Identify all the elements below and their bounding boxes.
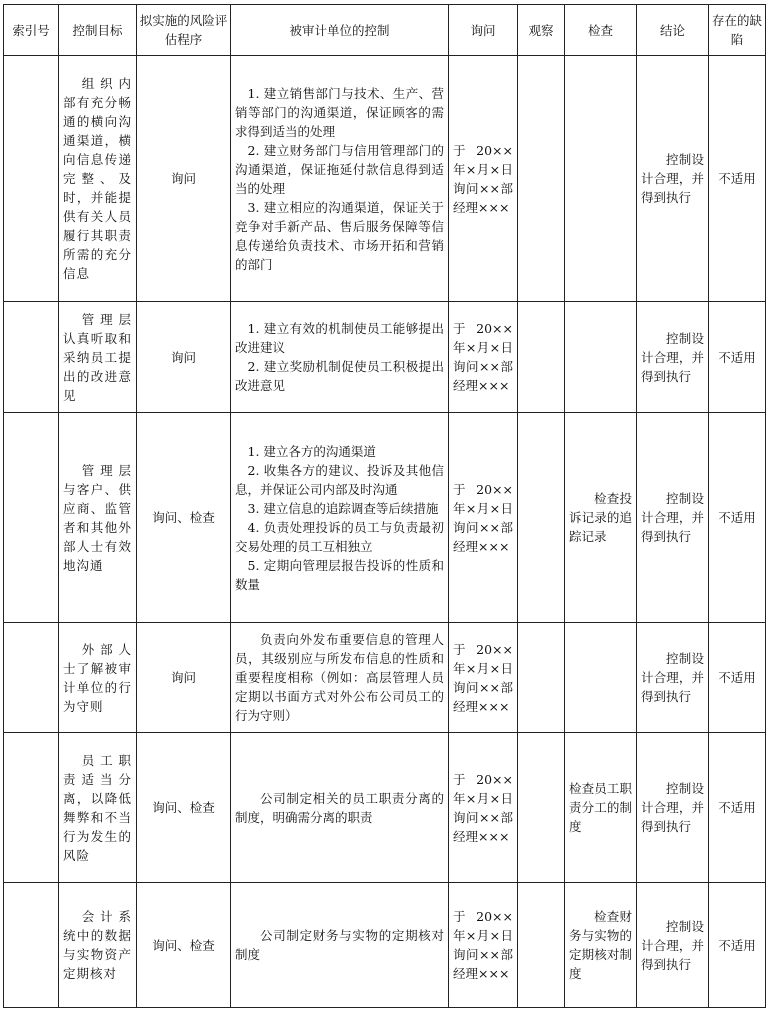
- table-row: [4, 623, 766, 733]
- goal-cell: 外部人士了解被审计单位的行为守则: [59, 623, 137, 733]
- control-item: 3. 建立相应的沟通渠道，保证关于竞争对手新产品、售后服务保障等信息传递给负责技术、市场开拓和营销的部门: [235, 199, 444, 272]
- conclusion-cell: 控制设计合理，并得到执行: [637, 733, 709, 883]
- conclusion-cell: 控制设计合理，并得到执行: [637, 56, 709, 302]
- inquiry-cell: 于20××年×月×日询问××部经理×××: [449, 56, 518, 302]
- control-item: 2. 建立财务部门与信用管理部门的沟通渠道，保证拖延付款信息得到适当的处理: [235, 142, 444, 196]
- observation-cell: [518, 623, 565, 733]
- table-row: [4, 733, 766, 883]
- observation-cell: [518, 56, 565, 302]
- index-cell: [4, 302, 59, 413]
- goal-cell: 员工职责适当分离，以降低舞弊和不当行为发生的风险: [59, 733, 137, 883]
- control-item: 2. 收集各方的建议、投诉及其他信息，并保证公司内部及时沟通: [235, 462, 444, 497]
- defect-cell: 不适用: [709, 623, 766, 733]
- header-conclusion: 结论: [637, 5, 709, 56]
- control-item: 3. 建立信息的追踪调查等后续措施: [247, 500, 439, 516]
- table-row: [4, 883, 766, 1008]
- control-item: 4. 负责处理投诉的员工与负责最初交易处理的员工互相独立: [235, 519, 444, 554]
- header-control: 被审计单位的控制: [231, 5, 449, 56]
- inspection-cell: 检查员工职责分工的制度: [565, 733, 637, 883]
- procedure-cell: 询问、检查: [137, 883, 231, 1008]
- procedure-cell: 询问: [137, 56, 231, 302]
- inspection-cell: [565, 56, 637, 302]
- header-goal: 控制目标: [59, 5, 137, 56]
- index-cell: [4, 733, 59, 883]
- table-row: [4, 302, 766, 413]
- defect-cell: 不适用: [709, 413, 766, 623]
- control-cell: [231, 302, 449, 413]
- index-cell: [4, 56, 59, 302]
- control-item: 1. 建立各方的沟通渠道: [247, 443, 376, 459]
- conclusion-cell: 控制设计合理，并得到执行: [637, 302, 709, 413]
- defect-cell: 不适用: [709, 302, 766, 413]
- procedure-cell: 询问: [137, 302, 231, 413]
- control-cell: [231, 413, 449, 623]
- control-item: 公司制定相关的员工职责分离的制度，明确需分离的职责: [235, 790, 444, 825]
- goal-cell: 管理层与客户、供应商、监管者和其他外部人士有效地沟通: [59, 413, 137, 623]
- control-item: 1. 建立有效的机制使员工能够提出改进建议: [235, 321, 444, 355]
- inquiry-cell: 于20××年×月×日询问××部经理×××: [449, 623, 518, 733]
- procedure-cell: 询问、检查: [137, 413, 231, 623]
- goal-cell: 组织内部有充分畅通的横向沟通渠道，横向信息传递完整、及时，并能提供有关人员履行其职责所需的充分信息: [59, 56, 137, 302]
- procedure-cell: 询问: [137, 623, 231, 733]
- conclusion-cell: 控制设计合理，并得到执行: [637, 623, 709, 733]
- procedure-cell: 询问、检查: [137, 733, 231, 883]
- observation-cell: [518, 883, 565, 1008]
- observation-cell: [518, 733, 565, 883]
- table-row: [4, 413, 766, 623]
- inquiry-cell: 于20××年×月×日询问××部经理×××: [449, 733, 518, 883]
- header-index: 索引号: [4, 5, 59, 56]
- risk-assessment-table: [3, 4, 766, 1008]
- observation-cell: [518, 302, 565, 413]
- header-defect: 存在的缺陷: [709, 5, 766, 56]
- control-item: 2. 建立奖励机制促使员工积极提出改进意见: [235, 359, 444, 393]
- index-cell: [4, 413, 59, 623]
- inquiry-cell: 于20××年×月×日询问××部经理×××: [449, 883, 518, 1008]
- inspection-cell: [565, 302, 637, 413]
- inspection-cell: 检查财务与实物的定期核对制度: [565, 883, 637, 1008]
- defect-cell: 不适用: [709, 883, 766, 1008]
- inspection-cell: 检查投诉记录的追踪记录: [565, 413, 637, 623]
- control-cell: [231, 56, 449, 302]
- goal-cell: 会计系统中的数据与实物资产定期核对: [59, 883, 137, 1008]
- control-item: 负责向外发布重要信息的管理人员，其级别应与所发布信息的性质和重要程度相称（例如：高层管理人员定期以书面方式对外公布公司员工的行为守则）: [235, 632, 444, 723]
- control-item: 公司制定财务与实物的定期核对制度: [235, 928, 444, 962]
- inquiry-cell: 于20××年×月×日询问××部经理×××: [449, 302, 518, 413]
- index-cell: [4, 883, 59, 1008]
- control-cell: [231, 623, 449, 733]
- inspection-cell: [565, 623, 637, 733]
- header-row: [4, 5, 766, 56]
- index-cell: [4, 623, 59, 733]
- header-procedure: 拟实施的风险评估程序: [137, 5, 231, 56]
- header-inquiry: 询问: [449, 5, 518, 56]
- defect-cell: 不适用: [709, 733, 766, 883]
- conclusion-cell: 控制设计合理，并得到执行: [637, 413, 709, 623]
- header-observation: 观察: [518, 5, 565, 56]
- control-cell: [231, 733, 449, 883]
- observation-cell: [518, 413, 565, 623]
- inquiry-cell: 于20××年×月×日询问××部经理×××: [449, 413, 518, 623]
- table-row: [4, 56, 766, 302]
- goal-cell: 管理层认真听取和采纳员工提出的改进意见: [59, 302, 137, 413]
- conclusion-cell: 控制设计合理，并得到执行: [637, 883, 709, 1008]
- control-item: 1. 建立销售部门与技术、生产、营销等部门的沟通渠道，保证顾客的需求得到适当的处理: [235, 85, 444, 139]
- header-inspection: 检查: [565, 5, 637, 56]
- control-cell: [231, 883, 449, 1008]
- defect-cell: 不适用: [709, 56, 766, 302]
- control-item: 5. 定期向管理层报告投诉的性质和数量: [235, 557, 444, 592]
